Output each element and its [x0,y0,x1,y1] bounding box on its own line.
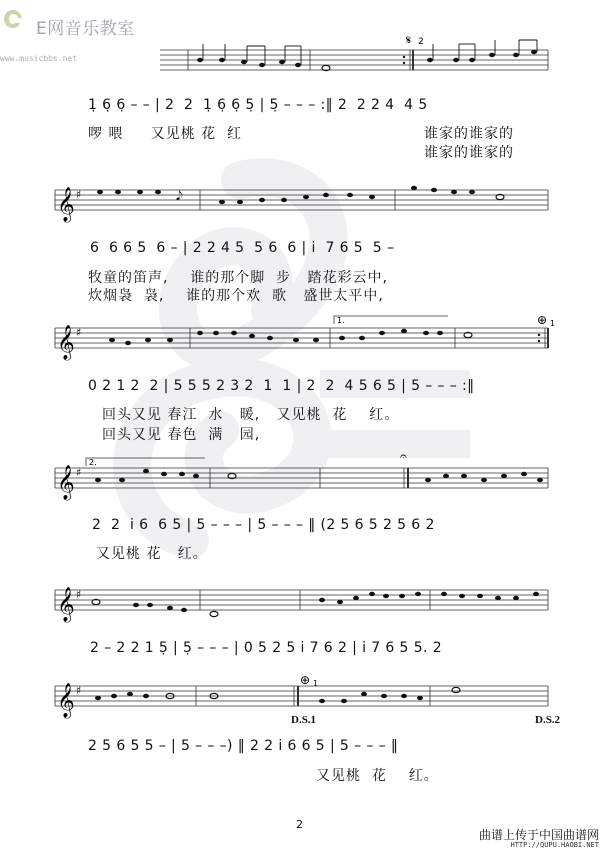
fermata-icon: 𝄐 [400,449,407,463]
sharp-icon: ♯ [76,188,82,201]
volta-1-label: 1. [337,316,345,325]
staff-system-4 [0,448,603,504]
lyric-line-3a: 回头又见 春江 水 暖, 又见桃 花 红。 [102,407,400,423]
numbered-line-3: 0 2 1 2 2 | 5 5 5 2 3 2 1 1 | 2 2 4 5 6 5 | 5 – – – :‖ [88,378,475,394]
lyric-line-5: 又见桃 花 红。 [316,768,439,784]
ds1-label: D.S.1 [291,714,317,726]
site-name-watermark: E网音乐教室 [36,19,135,39]
sharp-icon: ♯ [76,466,82,479]
upload-credit-url: HTTP://QUPU.HAOBI.NET [510,841,599,849]
sharp-icon: ♯ [76,684,82,697]
coda-icon: ⊕ [300,673,311,687]
segno-icon: 𝄋 [406,33,412,47]
treble-clef-icon: 𝄞 [57,587,75,622]
treble-clef-icon: 𝄞 [57,187,75,222]
lyric-line-1b: 谁家的谁家的 [424,126,514,142]
staff-system-1 [0,33,603,88]
treble-clef-icon: 𝄞 [57,683,75,718]
page-number: 2 [296,818,303,831]
segno-number: 2 [418,37,424,47]
treble-clef-icon: 𝄞 [57,325,75,360]
coda-icon: ⊕ [537,313,548,327]
coda-number: 1 [313,679,319,688]
lyric-line-3b: 回头又见 春色 满 园, [102,427,261,443]
numbered-line-5: 2 – 2 2 1 5̣ | 5̣ – – – | 0 5 2 5 i 7 6 2 | i 7 6 5 5. 2 [90,640,443,656]
volta-2-label: 2. [89,458,97,467]
lyric-line-1c: 谁家的谁家的 [424,145,514,161]
sharp-icon: ♯ [76,588,82,601]
site-url-watermark: www.musicbbs.net [0,54,78,63]
staff-system-2 [0,178,603,228]
staff-system-3 [0,312,603,362]
numbered-line-4: 2 2 i 6 6 5 | 5 – – – | 5 – – – ‖ (2 5 6 5 2 5 6 2 [92,517,435,533]
grace-note-icon: 𝅘𝅥𝅮 [176,189,183,204]
lyric-line-1a: 啰 喂 又见桃 花 红 [88,126,243,142]
numbered-line-2: 6 6 6 5 6 – | 2 2 4 5 5 6 6 | i 7 6 5 5 – [90,240,395,256]
lyric-line-2b: 炊烟袅 袅, 谁的那个欢 歌 盛世太平中, [88,288,384,304]
sharp-icon: ♯ [76,326,82,339]
coda-number: 1 [550,319,556,328]
numbered-line-1: 1̣ 6̣ 6̣ – – | 2 2 1̣ 6̣ 6̣ 5̣ | 5̣ – – – :‖ 2 2 2 4 4 5 [88,97,428,113]
site-logo-icon [2,8,24,30]
treble-clef-icon: 𝄞 [57,465,75,500]
upload-credit: 曲谱上传于中国曲谱网 [478,828,599,842]
ds2-label: D.S.2 [535,714,561,726]
lyric-line-2a: 牧童的笛声, 谁的那个脚 步 踏花彩云中, [88,270,388,286]
staff-system-5 [0,580,603,624]
lyric-line-4: 又见桃 花 红。 [96,546,208,562]
numbered-line-6: 2 5 6 5 5 – | 5 – – –) ‖ 2 2 i 6 6 5 | 5 – – – ‖ [88,738,399,754]
